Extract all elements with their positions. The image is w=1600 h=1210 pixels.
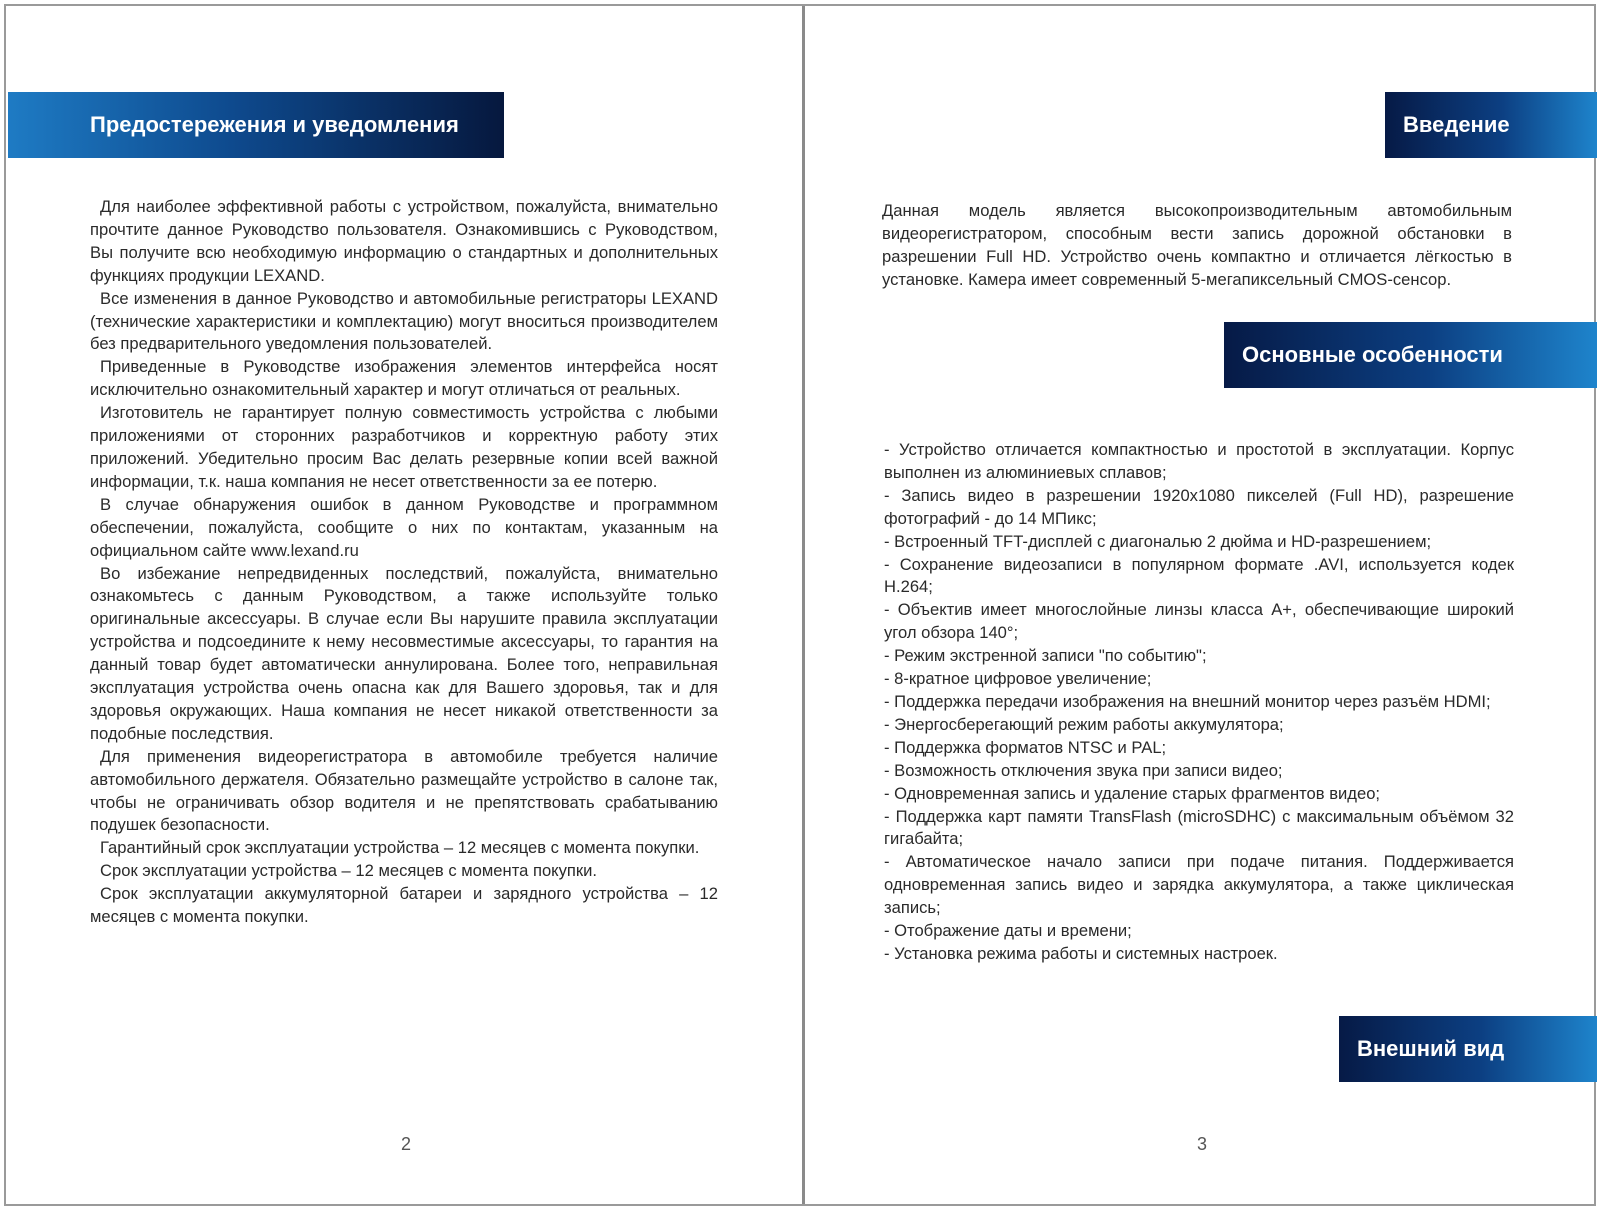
list-item: - Устройство отличается компактностью и простотой в эксплуатации. Корпус выполнен из алюминиевых сплавов;	[884, 440, 1514, 482]
intro-text: Данная модель является высокопроизводительным автомобильным видеорегистратором, способным вести запись дорожной обстановки в разрешении Full HD. Устройство очень компактно и отличается лёгкостью в установке. Камера имеет современный 5-мегапиксельный CMOS-сенсор.	[882, 201, 1512, 289]
list-item: - Энергосберегающий режим работы аккумулятора;	[884, 714, 1284, 734]
list-item: - Возможность отключения звука при записи видео;	[884, 760, 1283, 780]
intro-heading: Введение	[1385, 92, 1597, 158]
page-number: 3	[1196, 1134, 1207, 1154]
list-item: - Поддержка форматов NTSC и PAL;	[884, 737, 1167, 757]
warnings-text	[90, 196, 718, 929]
paragraph: Для наиболее эффективной работы с устройством, пожалуйста, внимательно прочтите данное Руководство пользователя. Ознакомившись с Руководством, Вы получите всю необходимую информацию о стандартных и дополнительных функциях продукции LEXAND.	[90, 197, 718, 285]
paragraph: Гарантийный срок эксплуатации устройства – 12 месяцев с момента покупки.	[100, 838, 700, 858]
exterior-heading: Внешний вид	[1339, 1016, 1597, 1082]
warnings-heading: Предостережения и уведомления	[8, 92, 504, 158]
features-list	[884, 439, 1514, 966]
list-item: - 8-кратное цифровое увеличение;	[884, 669, 1152, 689]
list-item: - Встроенный TFT-дисплей с диагональю 2 дюйма и HD-разрешением;	[884, 531, 1432, 551]
features-heading: Основные особенности	[1224, 322, 1597, 388]
list-item: - Установка режима работы и системных настроек.	[884, 943, 1278, 963]
paragraph: Все изменения в данное Руководство и автомобильные регистраторы LEXAND (технические характеристики и комплектацию) могут вноситься производителем без предварительного уведомления пользователей.	[90, 288, 718, 354]
list-item: - Поддержка карт памяти TransFlash (microSDHC) с максимальным объёмом 32 гигабайта;	[884, 806, 1514, 849]
paragraph: Изготовитель не гарантирует полную совместимость устройства с любыми приложениями от сторонних разработчиков и корректную работу этих приложений. Убедительно просим Вас делать резервные копии всей важной информации, т.к. наша компания не несет ответственности за ее потерю.	[90, 403, 718, 491]
list-item: - Одновременная запись и удаление старых фрагментов видео;	[884, 783, 1381, 803]
manual-spread	[4, 4, 1596, 1206]
paragraph: Срок эксплуатации устройства – 12 месяцев с момента покупки.	[100, 861, 598, 881]
paragraph: Для применения видеорегистратора в автомобиле требуется наличие автомобильного держателя. Обязательно размещайте устройство в салоне так, чтобы не ограничивать обзор водителя и не препятствовать срабатыванию подушек безопасности.	[90, 746, 718, 835]
paragraph: Во избежание непредвиденных последствий, пожалуйста, внимательно ознакомьтесь с данным Руководством, а также используйте только оригинальные аксессуары. В случае если Вы нарушите правила эксплуатации устройства и подсоедините к нему несовместимые аксессуары, то гарантия на данный товар будет автоматически аннулирована. Более того, неправильная эксплуатация устройства очень опасна как для Вашего здоровья, так и для здоровья окружающих. Наша компания не несет никакой ответственности за подобные последствия.	[90, 563, 718, 743]
list-item: - Поддержка передачи изображения на внешний монитор через разъём HDMI;	[884, 691, 1491, 711]
list-item: - Режим экстренной записи "по событию";	[884, 646, 1207, 666]
paragraph: Приведенные в Руководстве изображения элементов интерфейса носят исключительно ознакомительный характер и могут отличаться от реальных.	[90, 357, 718, 400]
list-item: - Объектив имеет многослойные линзы класса A+, обеспечивающие широкий угол обзора 140°;	[884, 600, 1514, 643]
paragraph: В случае обнаружения ошибок в данном Руководстве и программном обеспечении, пожалуйста, сообщите о них по контактам, указанным на официальном сайте www.lexand.ru	[90, 494, 718, 560]
right-page	[805, 6, 1596, 1204]
list-item: - Автоматическое начало записи при подаче питания. Поддерживается одновременная запись видео и зарядка аккумулятора, а также циклическая запись;	[884, 852, 1514, 918]
left-page	[6, 6, 802, 1204]
list-item: - Отображение даты и времени;	[884, 921, 1132, 941]
paragraph: Срок эксплуатации аккумуляторной батареи и зарядного устройства – 12 месяцев с момента покупки.	[90, 884, 718, 927]
list-item: - Сохранение видеозаписи в популярном формате .AVI, используется кодек H.264;	[884, 554, 1514, 597]
list-item: - Запись видео в разрешении 1920x1080 пикселей (Full HD), разрешение фотографий - до 14 МПикс;	[884, 485, 1514, 528]
page-number: 2	[400, 1134, 411, 1154]
